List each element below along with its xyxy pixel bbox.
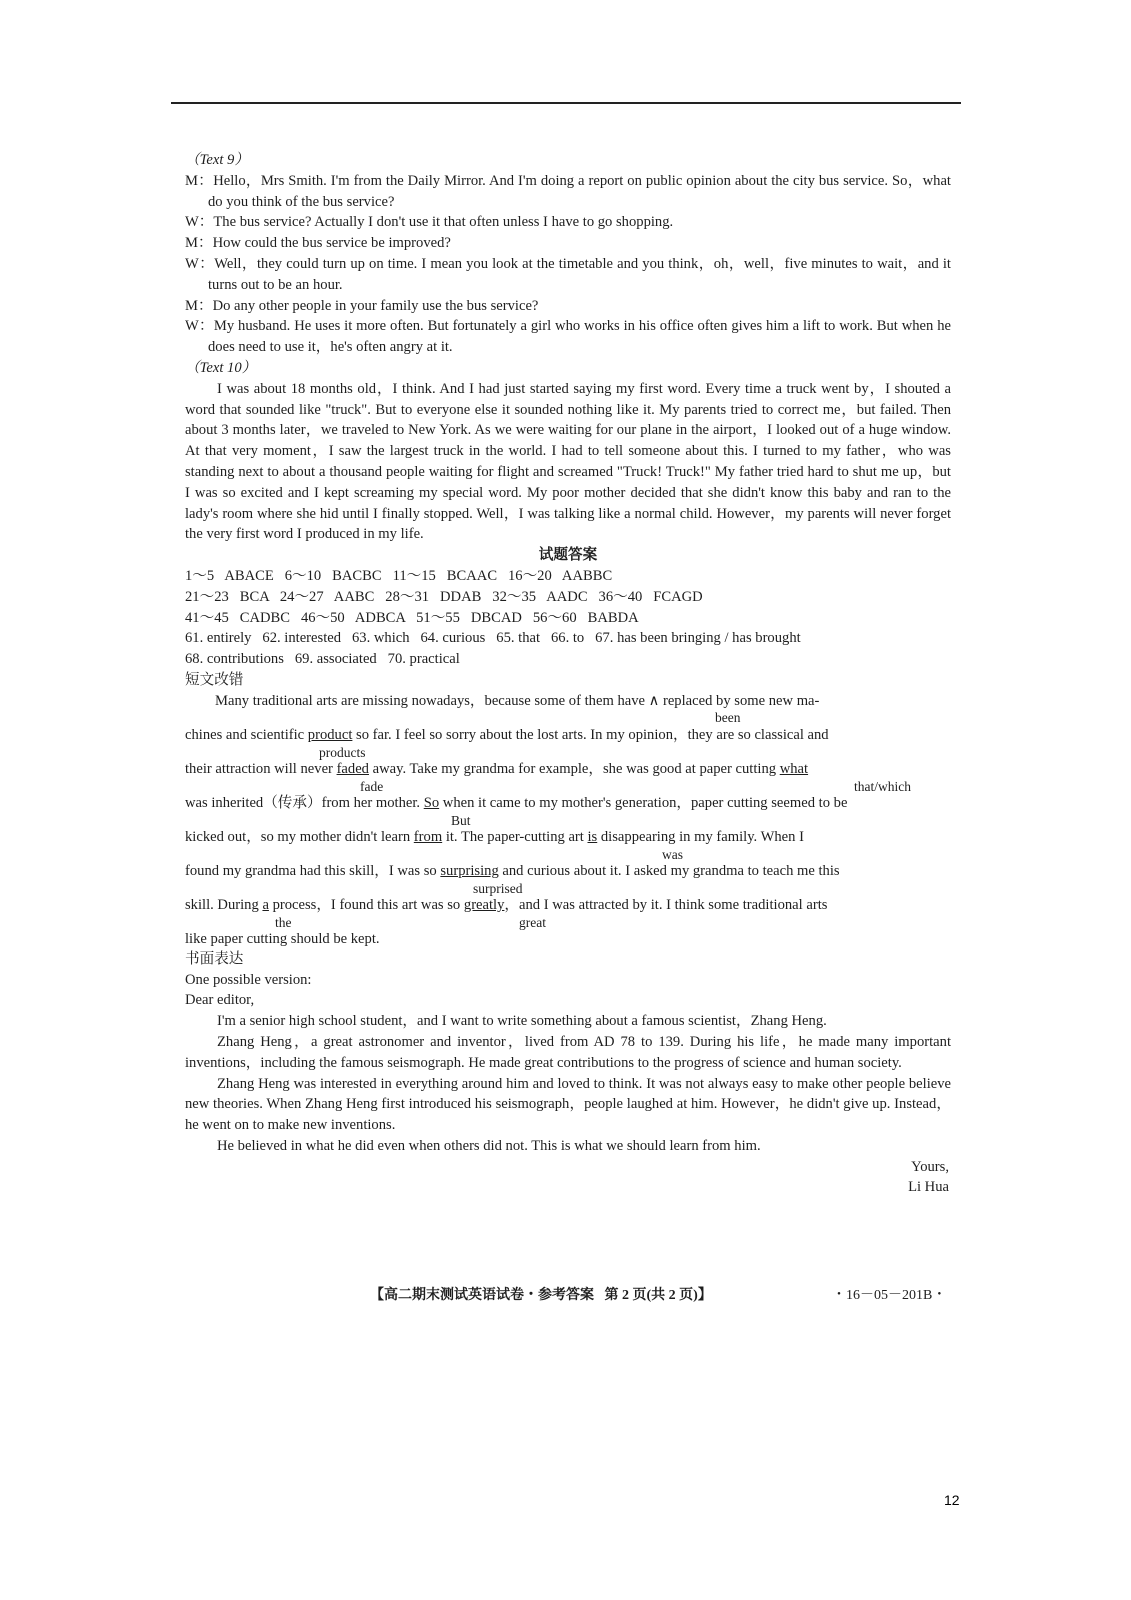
correction-line: found my grandma had this skill，I was so surprising and curious about it. I asked my grandma to teach me this [185,862,840,879]
correction-line: chines and scientific product so far. I feel so sorry about the lost arts. In my opinion，they are so classical and [185,726,829,743]
text9-label: （Text 9） [185,152,249,168]
letter-signature: Li Hua [908,1179,949,1196]
letter-paragraph: He believed in what he did even when others did not. This is what we should learn from him. [217,1137,761,1154]
top-rule [171,102,961,104]
text10-paragraph: I was about 18 months old，I think. And I had just started saying my first word. Every time a truck went by，I shouted a word that sounded like "truck". But to everyone else it sounded nothing like it. My parents tried to correct me，but failed. Then about 3 months later，we traveled to New York. As we were waiting for our plane in the airport，I looked out of a huge window. At that very moment，I saw the largest truck in the world. I had to tell someone about this. I turned to my father，who was standing next to about a thousand people waiting for flight and screamed "Truck! Truck!" My father tried hard to shut me up，but I was so excited and I kept screaming my special word. My poor mother decided that she didn't know this baby and ran to the lady's room where she hid until I finally stopped. Well，I was talking like a normal child. However，my parents will never forget the very first word I produced in my life. [185,380,951,543]
dialogue-line: W：My husband. He uses it more often. But fortunately a girl who works in his office often gives him a lift to work. But when he does need to use it，he's often angry at it. [185,318,951,356]
correction-fix: surprised [473,880,523,896]
correction-fix: that/which [854,778,911,794]
correction-fix: products [319,744,366,760]
answer-row: 21～23 BCA 24～27 AABC 28～31 DDAB 32～35 AADC 36～40 FCAGD [185,588,703,605]
letter-paragraph: Zhang Heng，a great astronomer and inventor，lived from AD 78 to 139. During his life，he made many important inventions，including the famous seismograph. He made great contributions to the progress of science and human society. [185,1033,951,1071]
correction-line: their attraction will never faded away. Take my grandma for example，she was good at paper cutting what [185,760,809,777]
writing-intro: One possible version: [185,971,312,988]
correction-fix: was [662,846,683,862]
page-footer-code: ・16－05－201B・ [832,1288,947,1303]
correction-fix: the [275,914,292,930]
answers-heading: 试题答案 [538,547,598,564]
dialogue-line: M：Do any other people in your family use the bus service? [185,297,539,314]
dialogue-line: M：Hello，Mrs Smith. I'm from the Daily Mirror. And I'm doing a report on public opinion about the city bus service. So，what do you think of the bus service? [185,172,951,210]
correction-fix: But [451,812,471,828]
page-footer-title: 【高二期末测试英语试卷・参考答案 第 2 页(共 2 页)】 [370,1288,712,1303]
correction-passage [185,691,951,949]
dialogue-line: W：Well，they could turn up on time. I mean you look at the timetable and you think，oh，well，five minutes to wait，and it turns out to be an hour. [185,255,951,293]
text9-dialogue [185,171,951,358]
dialogue-line: W：The bus service? Actually I don't use it that often unless I have to go shopping. [185,214,674,231]
letter-closing: Yours, [911,1158,949,1175]
correction-line: like paper cutting should be kept. [185,930,380,947]
document-body [185,150,951,1198]
letter-paragraph: Zhang Heng was interested in everything around him and loved to think. It was not always easy to make other people believe new theories. When Zhang Heng first introduced his seismograph，people laughed at him. However，he didn't give up. Instead，he went on to make new inventions. [185,1075,951,1134]
dialogue-line: M：How could the bus service be improved? [185,235,451,252]
correction-line: was inherited（传承）from her mother. So when it came to my mother's generation，paper cutting seemed to be [185,794,848,811]
correction-fix: been [715,709,741,725]
answer-row: 68. contributions 69. associated 70. practical [185,651,460,668]
letter-paragraph: I'm a senior high school student，and I want to write something about a famous scientist，Zhang Heng. [217,1013,827,1030]
answer-row: 41～45 CADBC 46～50 ADBCA 51～55 DBCAD 56～60 BABDA [185,609,639,626]
correction-fix: great [519,914,546,930]
page-number: 12 [944,1492,960,1508]
answer-row: 61. entirely 62. interested 63. which 64. curious 65. that 66. to 67. has been bringing / has brought [185,630,801,647]
text10-label: （Text 10） [185,359,257,376]
correction-line: Many traditional arts are missing nowadays，because some of them have ∧ replaced by some new ma- [215,692,820,709]
correction-line: skill. During a process，I found this art was so greatly，and I was attracted by it. I think some traditional arts [185,896,828,913]
correction-fix: fade [360,778,384,794]
answer-row: 1～5 ABACE 6～10 BACBC 11～15 BCAAC 16～20 AABBC [185,567,613,584]
correction-heading: 短文改错 [185,671,244,688]
correction-line: kicked out，so my mother didn't learn from it. The paper-cutting art is disappearing in my family. When I [185,828,804,845]
letter-greeting: Dear editor, [185,992,255,1009]
writing-heading: 书面表达 [185,950,244,967]
